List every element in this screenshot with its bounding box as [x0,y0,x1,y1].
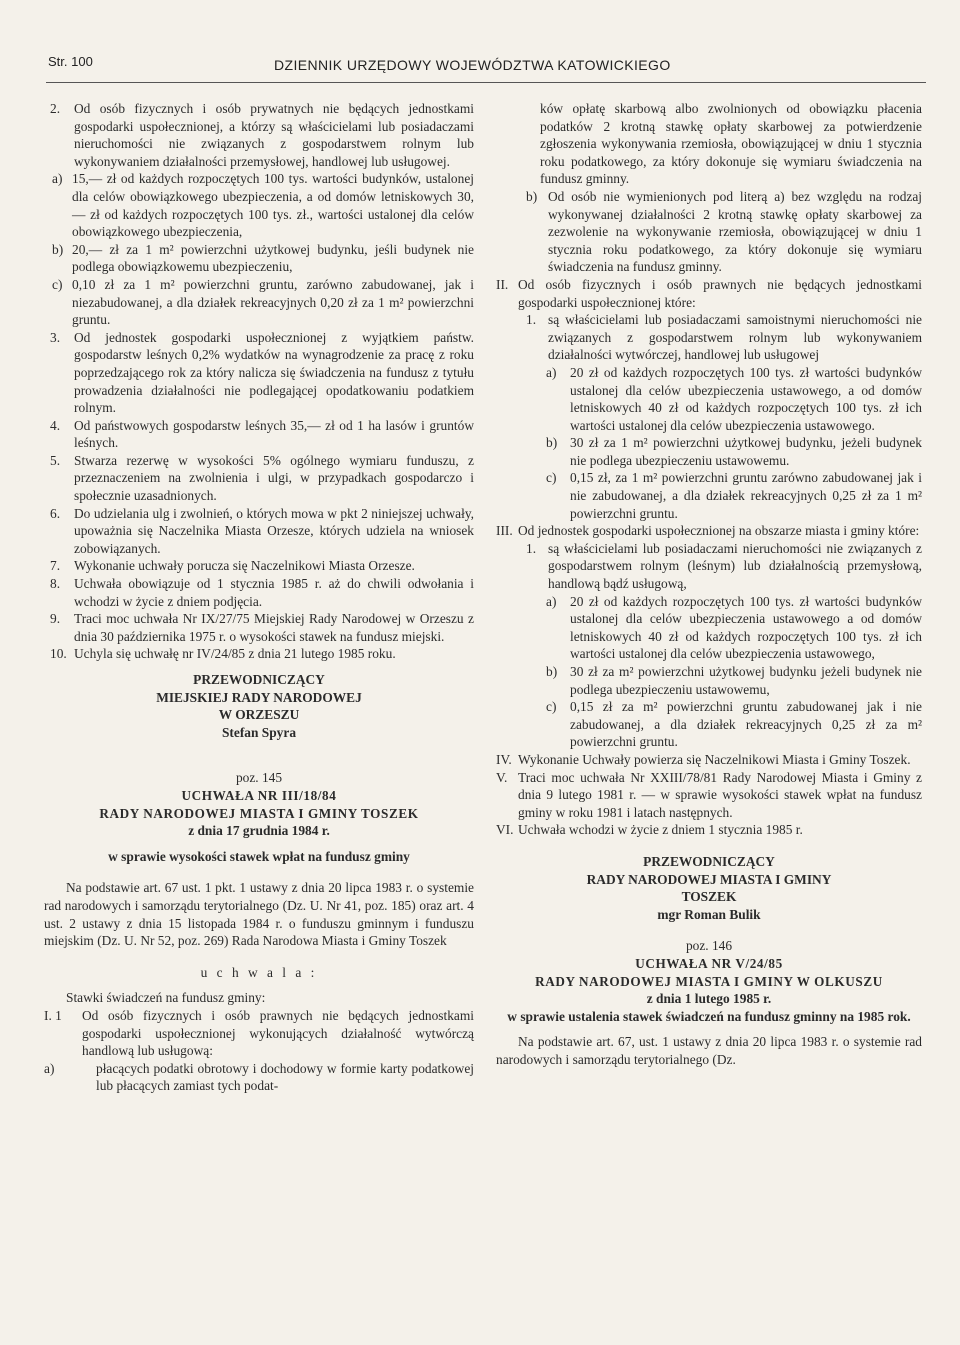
item-text: Do udzielania ulg i zwolnień, o których mowa w pkt 2 niniejszej uchwały, upoważnia się Naczelnika Miasta Orzesze, których udziela na wniosek zobowiązanych. [74,505,474,556]
item-text: 0,10 zł za 1 m² powierzchni gruntu, zarówno zabudowanej, jak i niezabudowanej, a dla działek rekreacyjnych 0,20 zł za 1 m² powierzchni gruntu. [72,276,474,328]
item-letter: c) [546,699,557,715]
item-letter: a) [44,1060,55,1076]
item-7 [44,557,474,575]
roman-number: III. [496,523,513,539]
item-letter: b) [546,664,558,679]
item-text: Wykonanie uchwały porucza się Naczelnikowi Miasta Orzesze. [74,558,415,574]
roman-number: V. [496,769,508,785]
spacer [496,839,922,853]
item-8 [44,575,474,610]
signature-body: RADY NARODOWEJ MIASTA I GMINY [586,871,832,887]
item-number: 10. [50,646,67,662]
item-text: 20,— zł za 1 m² powierzchni użytkowej budynku, jeśli budynek nie podlega obowiązkowemu ubezpieczeniu, [72,241,474,275]
resolution-body: RADY NARODOWEJ MIASTA I GMINY TOSZEK [99,805,419,821]
section-III-1 [496,540,922,593]
resolution-title: UCHWAŁA NR III/18/84 [181,787,337,803]
section-III-1-a [496,593,922,663]
item-b [496,188,922,276]
spacer [496,923,922,937]
item-3 [44,329,474,417]
legal-basis: Na podstawie art. 67, ust. 1 ustawy z dnia 20 lipca 1983 r. o systemie rad narodowych i samorządu terytorialnego (Dz. [496,1034,922,1067]
item-number: 6. [50,505,61,521]
roman-number: II. [496,276,509,292]
item-text: 30 zł za 1 m² powierzchni użytkowej budynku, jeżeli budynek nie podlega ubezpieczeniu ustawowemu. [570,435,922,468]
signature-place: TOSZEK [681,889,737,905]
section-III-1-b [496,663,922,698]
item-number: 3. [50,329,61,345]
rate-I-1-a [44,1060,474,1095]
signature-name: mgr Roman Bulik [657,906,761,922]
resolution-date: z dnia 17 grudnia 1984 r. [188,823,330,839]
item-text: Traci moc uchwała Nr XXIII/78/81 Rady Narodowej Miasta i Gminy z dnia 9 lutego 1981 r. — w sprawie wysokości stawek wpłat na fundusz gminy w roku 1981 i latach następnych. [518,769,922,820]
spacer [44,981,474,989]
item-text: są właścicielami lub posiadaczami samoistnymi nieruchomości nie związanych z gospodarstwem rolnym lub wykonywaniem działalności wytwórczej, handlowej lub usługowej [548,312,922,363]
resolves-heading: u c h w a l a : [200,964,318,980]
item-5 [44,452,474,505]
item-letter: b) [546,435,558,451]
spacer [496,1025,922,1033]
item-number: 5. [50,452,61,468]
roman-number: IV. [496,751,512,767]
item-text: Uchwała obowiązuje od 1 stycznia 1985 r. aż do chwili odwołania i wchodzi w życie z dniem podjęcia. [74,576,474,609]
spacer [44,755,474,769]
signature-body: MIEJSKIEJ RADY NARODOWEJ [156,689,362,705]
item-letter: c) [52,276,63,292]
left-column [44,100,474,1095]
spacer [44,950,474,964]
signature-place: W ORZESZU [218,707,300,723]
resolution-subject: w sprawie ustalenia stawek świadczeń na fundusz gminny na 1985 rok. [507,1008,911,1024]
spacer [44,741,474,755]
item-number: 1. [526,540,537,556]
item-text: 0,15 zł za m² powierzchni gruntu zabudowanej jak i nie zabudowanej, a dla działek rekreacyjnych 0,25 zł za m² powierzchni gruntu. [570,699,922,750]
item-text: 20 zł od każdych rozpoczętych 100 tys. zł wartości budynków ustalonej dla celów ubezpieczenia ustawowego, a od domów letniskowych 40 zł od każdych rozpoczętych 100 tys. zł ich wartości ustalonej dla celów ubezpieczenia ustawowego. [570,364,922,433]
item-letter: c) [546,470,557,486]
item-2c [44,276,474,329]
item-text: Od jednostek gospodarki uspołecznionej z wyjątkiem państw. gospodarstw leśnych 0,2% wydatków na wynagrodzenie za pracę z roku poprzedzającego rok za który nalicza się świadczenia na fundusz z tytułu prowadzenia działalności nie podlegającej opodatkowaniu podatkiem rolnym. [74,329,474,416]
section-II-1 [496,311,922,364]
section-II [496,276,922,311]
page-number: Str. 100 [48,54,93,69]
item-number: 2. [50,101,61,116]
section-VI [496,821,922,839]
item-2a [44,170,474,240]
right-column [496,100,922,1068]
roman-number: VI. [496,822,514,838]
item-text: Od państwowych gospodarstw leśnych 35,— zł od 1 ha lasów i gruntów leśnych. [74,417,474,451]
rates-intro: Stawki świadczeń na fundusz gminy: [66,990,266,1006]
item-letter: b) [52,241,64,257]
resolution-title: UCHWAŁA NR V/24/85 [635,955,783,971]
resolution-subject: w sprawie wysokości stawek wpłat na fundusz gminy [108,848,410,864]
signature-title: PRZEWODNICZĄCY [643,853,775,869]
journal-title: DZIENNIK URZĘDOWY WOJEWÓDZTWA KATOWICKIEGO [274,57,671,73]
position-number: poz. 145 [235,770,283,786]
item-number: 9. [50,611,61,627]
item-letter: a) [546,364,557,380]
item-text: Traci moc uchwała Nr IX/27/75 Miejskiej Rady Narodowej w Orzeszu z dnia 30 października 1975 r. o wysokości stawek na fundusz miejski. [74,611,474,644]
item-text: 30 zł za m² powierzchni użytkowej budynku jeżeli budynek nie podlega ubezpieczeniu ustawowemu, [570,664,922,697]
section-II-1-b [496,434,922,469]
section-IV [496,751,922,769]
spacer [44,840,474,848]
item-number: I. 1 [44,1007,62,1023]
item-text: 20 zł od każdych rozpoczętych 100 tys. zł wartości budynków ustalonej dla celów ubezpieczenia ustawowego a od domów letniskowych 40 zł od każdych rozpoczętych 100 tys. zł ich wartości ustalonej dla celów ubezpieczenia ustawowego, [570,593,922,662]
position-number: poz. 146 [685,938,733,954]
item-2b [44,241,474,276]
item-number: 8. [50,576,61,592]
item-text: Uchwała wchodzi w życie z dniem 1 stycznia 1985 r. [518,822,803,838]
item-number: 1. [526,312,537,328]
legal-basis: Na podstawie art. 67 ust. 1 pkt. 1 ustawy z dnia 20 lipca 1983 r. o systemie rad narodowych i samorządu terytorialnego (Dz. U. Nr 41, poz. 185) oraz art. 4 ust. 2 ustawy z dnia 15 listopada 1984 r. o funduszu gminnym i funduszu miejskim (Dz. U. Nr 52, poz. 269) Rada Narodowa Miasta i Gminy Toszek [44,880,474,949]
rate-I-1 [44,1007,474,1060]
item-9 [44,610,474,645]
item-text: 0,15 zł, za 1 m² powierzchni gruntu zarówno zabudowanej jak i nie zabudowanej, a dla działek rekreacyjnych 0,25 zł za 1 m² powierzchni gruntu. [570,470,922,521]
spacer [44,865,474,879]
item-2 [44,100,474,170]
item-text: Od jednostek gospodarki uspołecznionej na obszarze miasta i gminy które: [518,523,920,539]
item-letter: b) [526,188,538,204]
item-number: 7. [50,558,61,574]
section-III-1-c [496,698,922,751]
item-4 [44,417,474,452]
item-text: Wykonanie Uchwały powierza się Naczelnikowi Miasta i Gminy Toszek. [518,751,911,767]
section-III [496,522,922,540]
item-text: Od osób fizycznych i osób prywatnych nie będących jednostkami gospodarki uspołecznionej, a którzy są właścicielami lub posiadaczami nieruchomości nie związanych z gospodarstwem rolnym lub wykonywaniem działalności przemysłowej, handlowej lub usługowej. [74,101,474,169]
item-6 [44,505,474,558]
resolution-body: RADY NARODOWEJ MIASTA I GMINY W OLKUSZU [535,973,883,989]
item-letter: a) [52,171,63,187]
item-number: 4. [50,417,61,433]
item-text: Uchyla się uchwałę nr IV/24/85 z dnia 21 lutego 1985 roku. [74,646,396,662]
section-II-1-c [496,469,922,522]
section-V [496,769,922,822]
page-header [46,52,926,83]
item-text: Od osób fizycznych i osób prawnych nie będących jednostkami gospodarki uspołecznionej które: [518,276,922,310]
item-text: Od osób fizycznych i osób prawnych nie będących jednostkami gospodarki uspołecznionej wykonujących działalność wytwórczą handlową lub usługową: [82,1007,474,1059]
item-text: Stwarza rezerwę w wysokości 5% ogólnego wymiaru funduszu, z przeznaczeniem na zwolnienia i ulgi, w przypadkach gospodarczo i społecznie uzasadnionych. [74,452,474,504]
signature-name: Stefan Spyra [221,724,297,740]
item-text: 15,— zł od każdych rozpoczętych 100 tys. wartości budynków, ustalonej dla celów obowiązkowego ubezpieczenia, a od domów letniskowych 30,— zł od każdych rozpoczętych 100 tys. zł., wartości ustalonej dla celów obowiązkowego ubezpieczenia, [72,171,474,240]
item-text: są właścicielami lub posiadaczami nieruchomości nie związanych z gospodarstwem rolnym (leśnym) lub działalnością przemysłową, handlową bądź usługową, [548,540,922,592]
continued-text: ków opłatę skarbową albo zwolnionych od obowiązku płacenia podatków 2 krotną stawkę opłaty skarbowej za potwierdzenie zgłoszenia wykonywania rzemiosła, obowiązującej w dniu 1 stycznia roku podatkowego, za który dokonuje się wymiaru świadczenia na fundusz gminny. [540,101,922,187]
item-letter: a) [546,593,557,609]
item-text: płacących podatki obrotowy i dochodowy w formie karty podatkowej lub płacących zamiast tych podat- [96,1060,474,1094]
item-text: Od osób nie wymienionych pod literą a) bez względu na rodzaj wykonywanej działalności 2 krotną stawkę opłaty skarbowej za zezwolenie na wykonywanie rzemiosła, obowiązującej w dniu 1 stycznia roku podatkowego, za który dokonuje się wymiaru świadczenia na fundusz gminny. [548,188,922,275]
resolution-date: z dnia 1 lutego 1985 r. [646,991,772,1007]
section-II-1-a [496,364,922,434]
item-10 [44,645,474,663]
signature-title: PRZEWODNICZĄCY [193,672,325,687]
spacer [44,663,474,671]
